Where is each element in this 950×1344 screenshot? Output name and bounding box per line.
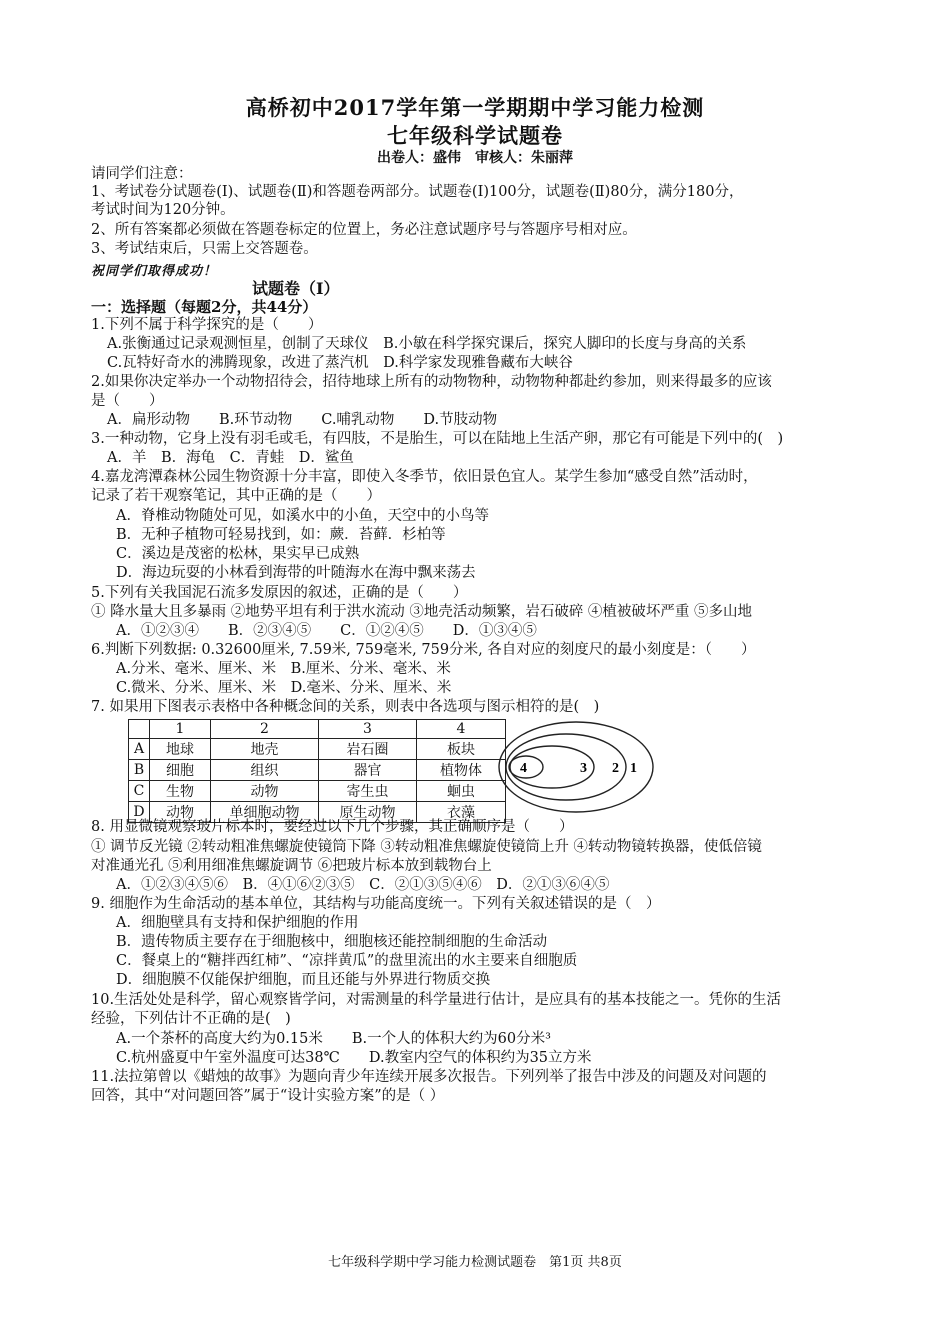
q9-option-d: D．细胞膜不仅能保护细胞，而且还能与外界进行物质交换 <box>116 972 491 988</box>
table-cell: 板块 <box>417 739 506 760</box>
table-cell: 生物 <box>150 781 211 802</box>
table-cell: 蛔虫 <box>417 781 506 802</box>
table-header-cell <box>129 720 150 739</box>
q9-stem: 9. 细胞作为生命活动的基本单位，其结构与功能高度统一。下列有关叙述错误的是（ ） <box>91 896 661 912</box>
table-cell: B <box>129 760 150 781</box>
q10-stem-cont: 经验，下列估计不正确的是( ) <box>91 1011 291 1027</box>
table-cell: A <box>129 739 150 760</box>
motto: 祝同学们取得成功！ <box>91 264 218 279</box>
table-cell: 植物体 <box>417 760 506 781</box>
q3-stem: 3.一种动物，它身上没有羽毛或毛，有四肢，不是胎生，可以在陆地上生活产卵，那它有可能是下列中的( ) <box>91 431 784 447</box>
q1-options-cd: C.瓦特好奇水的沸腾现象，改进了蒸汽机 D.科学家发现雅鲁藏布大峡谷 <box>107 355 573 371</box>
q6-options-ab: A.分米、毫米、厘米、米 B.厘米、分米、毫米、米 <box>116 661 451 677</box>
q11-stem: 11.法拉第曾以《蜡烛的故事》为题向青少年连续开展多次报告。下列列举了报告中涉及的问题及对问题的 <box>91 1069 767 1085</box>
diagram-label-3: 3 <box>580 761 587 776</box>
q5-stem: 5.下列有关我国泥石流多发原因的叙述，正确的是（ ） <box>91 585 468 601</box>
q4-option-b: B．无种子植物可轻易找到，如：蕨．苔藓．杉柏等 <box>116 527 446 543</box>
table-header-row <box>129 720 506 739</box>
page-footer: 七年级科学期中学习能力检测试题卷 第1页 共8页 <box>328 1255 622 1270</box>
q4-option-c: C．溪边是茂密的松林，果实早已成熟 <box>116 546 360 562</box>
q8-items-cont: 对准通光孔 ⑤利用细准焦螺旋调节 ⑥把玻片标本放到载物台上 <box>91 858 492 874</box>
q5-items: ① 降水量大且多暴雨 ②地势平坦有利于洪水流动 ③地壳活动频繁，岩石破碎 ④植被破坏严重 ⑤多山地 <box>91 604 753 620</box>
nested-ellipse-diagram <box>496 718 656 816</box>
exam-title: 高桥初中2017学年第一学期期中学习能力检测 <box>245 95 705 120</box>
table-header-cell: 4 <box>417 720 506 739</box>
table-header-cell: 1 <box>150 720 211 739</box>
q1-options-ab: A.张衡通过记录观测恒星，创制了天球仪 B.小敏在科学探究课后，探究人脚印的长度与身高的关系 <box>107 336 747 352</box>
table-cell: 原生动物 <box>319 802 417 823</box>
diagram-label-1: 1 <box>630 761 637 776</box>
q9-option-b: B．遗传物质主要存在于细胞核中，细胞核还能控制细胞的生命活动 <box>116 934 548 950</box>
table-cell: 寄生虫 <box>319 781 417 802</box>
exam-subtitle: 七年级科学试题卷 <box>387 123 563 148</box>
table-cell: 动物 <box>150 802 211 823</box>
concept-table <box>128 719 506 823</box>
q8-items: ① 调节反光镜 ②转动粗准焦螺旋使镜筒下降 ③转动粗准焦螺旋使镜筒上升 ④转动物镜转换器，使低倍镜 <box>91 839 762 855</box>
q9-option-a: A．细胞壁具有支持和保护细胞的作用 <box>116 915 359 931</box>
q8-stem: 8. 用显微镜观察玻片标本时，要经过以下几个步骤，其正确顺序是（ ） <box>91 819 574 835</box>
table-row <box>129 739 506 760</box>
table-cell: 组织 <box>211 760 319 781</box>
table-header-cell: 3 <box>319 720 417 739</box>
diagram-label-4: 4 <box>520 761 527 776</box>
notice-item-1-cont: 考试时间为120分钟。 <box>91 202 235 218</box>
q4-stem: 4.嘉龙湾潭森林公园生物资源十分丰富，即使入冬季节，依旧景色宜人。某学生参加“感受自然”活动时， <box>91 469 758 485</box>
table-row <box>129 760 506 781</box>
table-cell: 地壳 <box>211 739 319 760</box>
q4-option-a: A．脊椎动物随处可见，如溪水中的小鱼，天空中的小鸟等 <box>116 508 489 524</box>
q10-options-ab: A.一个茶杯的高度大约为0.15米 B.一个人的体积大约为60分米³ <box>116 1031 551 1047</box>
q7-stem: 7. 如果用下图表示表格中各种概念间的关系，则表中各选项与图示相符的是( ) <box>91 699 600 715</box>
table-header-cell: 2 <box>211 720 319 739</box>
table-cell: D <box>129 802 150 823</box>
table-cell: 动物 <box>211 781 319 802</box>
notice-item-3: 3、考试结束后，只需上交答题卷。 <box>91 241 318 257</box>
notice-heading: 请同学们注意： <box>91 166 193 182</box>
table-cell: 细胞 <box>150 760 211 781</box>
q11-stem-cont: 回答，其中“对问题回答”属于“设计实验方案”的是（ ） <box>91 1088 445 1104</box>
q1-stem: 1.下列不属于科学探究的是（ ） <box>91 317 323 333</box>
table-cell: 衣藻 <box>417 802 506 823</box>
table-cell: C <box>129 781 150 802</box>
q6-stem: 6.判断下列数据: 0.32600厘米, 7.59米, 759毫米, 759分米, 各自对应的刻度尺的最小刻度是：（ ） <box>91 642 756 658</box>
q8-options: A．①②③④⑤⑥ B．④①⑥②③⑤ C．②①③⑤④⑥ D．②①③⑥④⑤ <box>116 877 610 893</box>
table-cell: 岩石圈 <box>319 739 417 760</box>
notice-item-2: 2、所有答案都必须做在答题卷标定的位置上，务必注意试题序号与答题序号相对应。 <box>91 222 637 238</box>
section-title: 一：选择题（每题2分，共44分） <box>91 298 318 316</box>
table-cell: 单细胞动物 <box>211 802 319 823</box>
q10-stem: 10.生活处处是科学，留心观察皆学问，对需测量的科学量进行估计，是应具有的基本技能之一。凭你的生活 <box>91 992 782 1008</box>
q5-options: A．①②③④ B．②③④⑤ C．①②④⑤ D．①③④⑤ <box>116 623 537 639</box>
q3-options: A．羊 B．海龟 C．青蛙 D．鲨鱼 <box>107 450 354 466</box>
diagram-label-2: 2 <box>612 761 619 776</box>
q6-options-cd: C.微米、分米、厘米、米 D.毫米、分米、厘米、米 <box>116 680 452 696</box>
q2-stem-cont: 是（ ） <box>91 393 164 409</box>
authors-line: 出卷人：盛伟 审核人：朱丽萍 <box>377 150 573 166</box>
paper-title: 试题卷（Ⅰ） <box>252 279 340 298</box>
q4-stem-cont: 记录了若干观察笔记，其中正确的是（ ） <box>91 488 381 504</box>
q2-stem: 2.如果你决定举办一个动物招待会，招待地球上所有的动物物种，动物物种都赴约参加，则来得最多的应该 <box>91 374 772 390</box>
table-row <box>129 781 506 802</box>
q10-options-cd: C.杭州盛夏中午室外温度可达38℃ D.教室内空气的体积约为35立方米 <box>116 1050 592 1066</box>
table-cell: 地球 <box>150 739 211 760</box>
notice-item-1: 1、考试卷分试题卷(Ⅰ)、试题卷(Ⅱ)和答题卷两部分。试题卷(Ⅰ)100分，试题卷(Ⅱ)80分，满分180分， <box>91 184 744 200</box>
q4-option-d: D．海边玩耍的小林看到海带的叶随海水在海中飘来荡去 <box>116 565 476 581</box>
q2-options: A．扁形动物 B.环节动物 C.哺乳动物 D.节肢动物 <box>107 412 498 428</box>
q9-option-c: C．餐桌上的“糖拌西红柿”、“凉拌黄瓜”的盘里流出的水主要来自细胞质 <box>116 953 578 969</box>
table-cell: 器官 <box>319 760 417 781</box>
